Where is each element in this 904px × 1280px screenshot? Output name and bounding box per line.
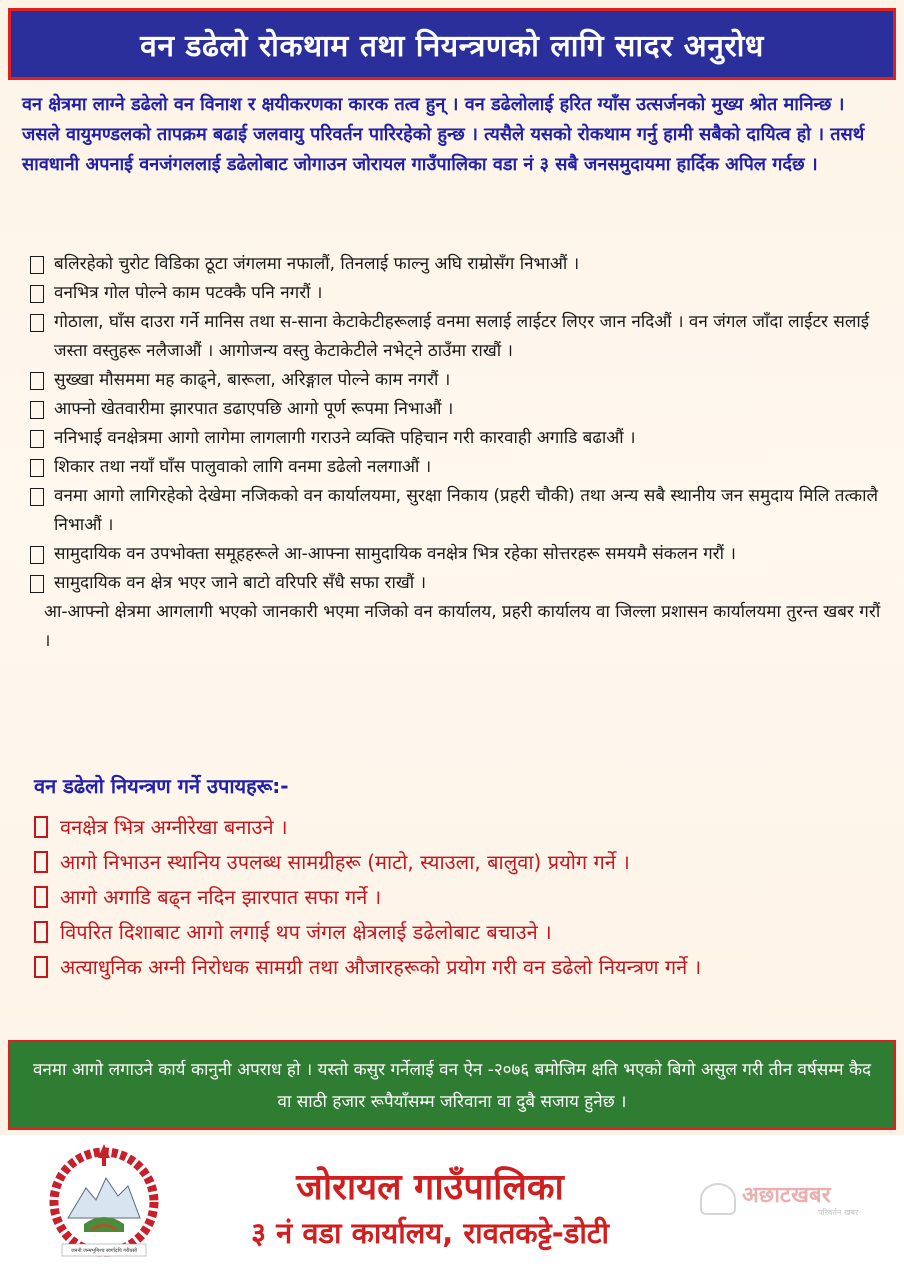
list-item: वनमा आगो लागिरहेको देखेमा नजिकको वन कार्यालयमा, सुरक्षा निकाय (प्रहरी चौकी) तथा अन्य सबै स्थानीय जन समुदाय मिलि तत्कालै निभाऔं । <box>30 482 890 540</box>
checkbox-icon <box>34 956 48 978</box>
closing-note: आ-आफ्नो क्षेत्रमा आगलागी भएको जानकारी भएमा नजिको वन कार्यालय, प्रहरी कार्यालय वा जिल्ला प्रशासन कार्यालयमा तुरन्त खबर गरौं । <box>44 602 881 651</box>
checkbox-icon <box>30 372 44 390</box>
list-item: सामुदायिक वन उपभोक्ता समूहहरूले आ-आफ्ना सामुदायिक वनक्षेत्र भित्र रहेका सोत्तरहरू समयमै संकलन गरौं । <box>30 540 890 569</box>
title-banner <box>8 8 896 80</box>
checkbox-icon <box>34 921 48 943</box>
checkbox-icon <box>30 430 44 448</box>
list-item: बलिरहेको चुरोट विडिका ठूटा जंगलमा नफालौं, तिनलाई फाल्नु अघि राम्रोसँग निभाऔं । <box>30 250 890 279</box>
watermark <box>700 1179 892 1223</box>
watermark-brand: अछाटखबर <box>742 1183 831 1208</box>
measures-heading: वन डढेलो नियन्त्रण गर्ने उपायहरू:- <box>34 774 289 798</box>
checkbox-icon <box>30 401 44 419</box>
list-item: आगो अगाडि बढ्न नदिन झारपात सफा गर्ने । <box>34 880 894 915</box>
checkbox-icon <box>30 488 44 506</box>
watermark-logo-icon <box>700 1183 736 1215</box>
page-title: वन डढेलो रोकथाम तथा नियन्त्रणको लागि सादर अनुरोध <box>140 28 764 64</box>
list-item: अत्याधुनिक अग्नी निरोधक सामग्री तथा औजारहरूको प्रयोग गरी वन डढेलो नियन्त्रण गर्ने । <box>34 950 894 985</box>
org-office: ३ नं वडा कार्यालय, रावतकट्टे-डोटी <box>251 1216 609 1250</box>
checkbox-icon <box>30 546 44 564</box>
watermark-tagline: परिवर्तन खबर <box>818 1208 859 1217</box>
list-item: सामुदायिक वन क्षेत्र भएर जाने बाटो वरिपरि सँधै सफा राखौं । <box>30 569 890 598</box>
legal-notice-box <box>8 1040 896 1130</box>
list-item: विपरित दिशाबाट आगो लगाई थप जंगल क्षेत्रलाई डढेलोबाट बचाउने । <box>34 915 894 950</box>
checkbox-icon <box>30 575 44 593</box>
checkbox-icon <box>30 314 44 332</box>
emblem-motto: जननी जन्मभूमिश्च स्वर्गादपि गरीयसी <box>70 1248 138 1254</box>
rules-list <box>30 250 890 656</box>
footer <box>0 1135 904 1280</box>
checkbox-icon <box>30 285 44 303</box>
list-item: आगो निभाउन स्थानिय उपलब्ध सामग्रीहरू (माटो, स्याउला, बालुवा) प्रयोग गर्ने । <box>34 845 894 880</box>
checkbox-icon <box>30 256 44 274</box>
checkbox-icon <box>34 851 48 873</box>
list-item: वनभित्र गोल पोल्ने काम पटक्कै पनि नगरौं । <box>30 279 890 308</box>
org-name: जोरायल गाउँपालिका <box>296 1167 564 1208</box>
list-item: वनक्षेत्र भित्र अग्नीरेखा बनाउने । <box>34 810 894 845</box>
intro-paragraph: वन क्षेत्रमा लाग्ने डढेलो वन विनाश र क्षयीकरणका कारक तत्व हुन् । वन डढेलोलाई हरित ग्याँस उत्सर्जनको मुख्य श्रोत मानिन्छ । जसले वायुमण्डलको तापक्रम बढाई जलवायु परिवर्तन पारिरहेको हुन्छ । त्यसैले यसको रोकथाम गर्नु हामी सबैको दायित्व हो । तसर्थ सावधानी अपनाई वनजंगललाई डढेलोबाट जोगाउन जोरायल गाउँपालिका वडा नं ३ सबै जनसमुदायमा हार्दिक अपिल गर्दछ । <box>22 94 865 175</box>
checkbox-icon <box>30 459 44 477</box>
legal-notice-text: वनमा आगो लगाउने कार्य कानुनी अपराध हो । यस्तो कसुर गर्नेलाई वन ऐन -२०७६ बमोजिम क्षति भएको बिगो असुल गरी तीन वर्षसम्म कैद वा साठी हजार रूपैयाँसम्म जरिवाना वा दुबै सजाय हुनेछ । <box>32 1060 872 1112</box>
nepal-emblem-icon <box>44 1140 164 1260</box>
list-item: ननिभाई वनक्षेत्रमा आगो लागेमा लागलागी गराउने व्यक्ति पहिचान गरी कारवाही अगाडि बढाऔं । <box>30 424 890 453</box>
checkbox-icon <box>34 816 48 838</box>
list-item: सुख्खा मौसममा मह काढ्ने, बारूला, अरिङ्गाल पोल्ने काम नगरौं । <box>30 366 890 395</box>
list-item: आफ्नो खेतवारीमा झारपात डढाएपछि आगो पूर्ण रूपमा निभाऔं । <box>30 395 890 424</box>
measures-list <box>34 810 894 985</box>
checkbox-icon <box>34 886 48 908</box>
list-item: गोठाला, घाँस दाउरा गर्ने मानिस तथा स-साना केटाकेटीहरूलाई वनमा सलाई लाईटर लिएर जान नदिऔं । वन जंगल जाँदा लाईटर सलाई जस्ता वस्तुहरू नलैजाऔं । आगोजन्य वस्तु केटाकेटीले नभेट्ने ठाउँमा राखौं । <box>30 308 890 366</box>
list-item: शिकार तथा नयाँ घाँस पालुवाको लागि वनमा डढेलो नलगाऔं । <box>30 453 890 482</box>
